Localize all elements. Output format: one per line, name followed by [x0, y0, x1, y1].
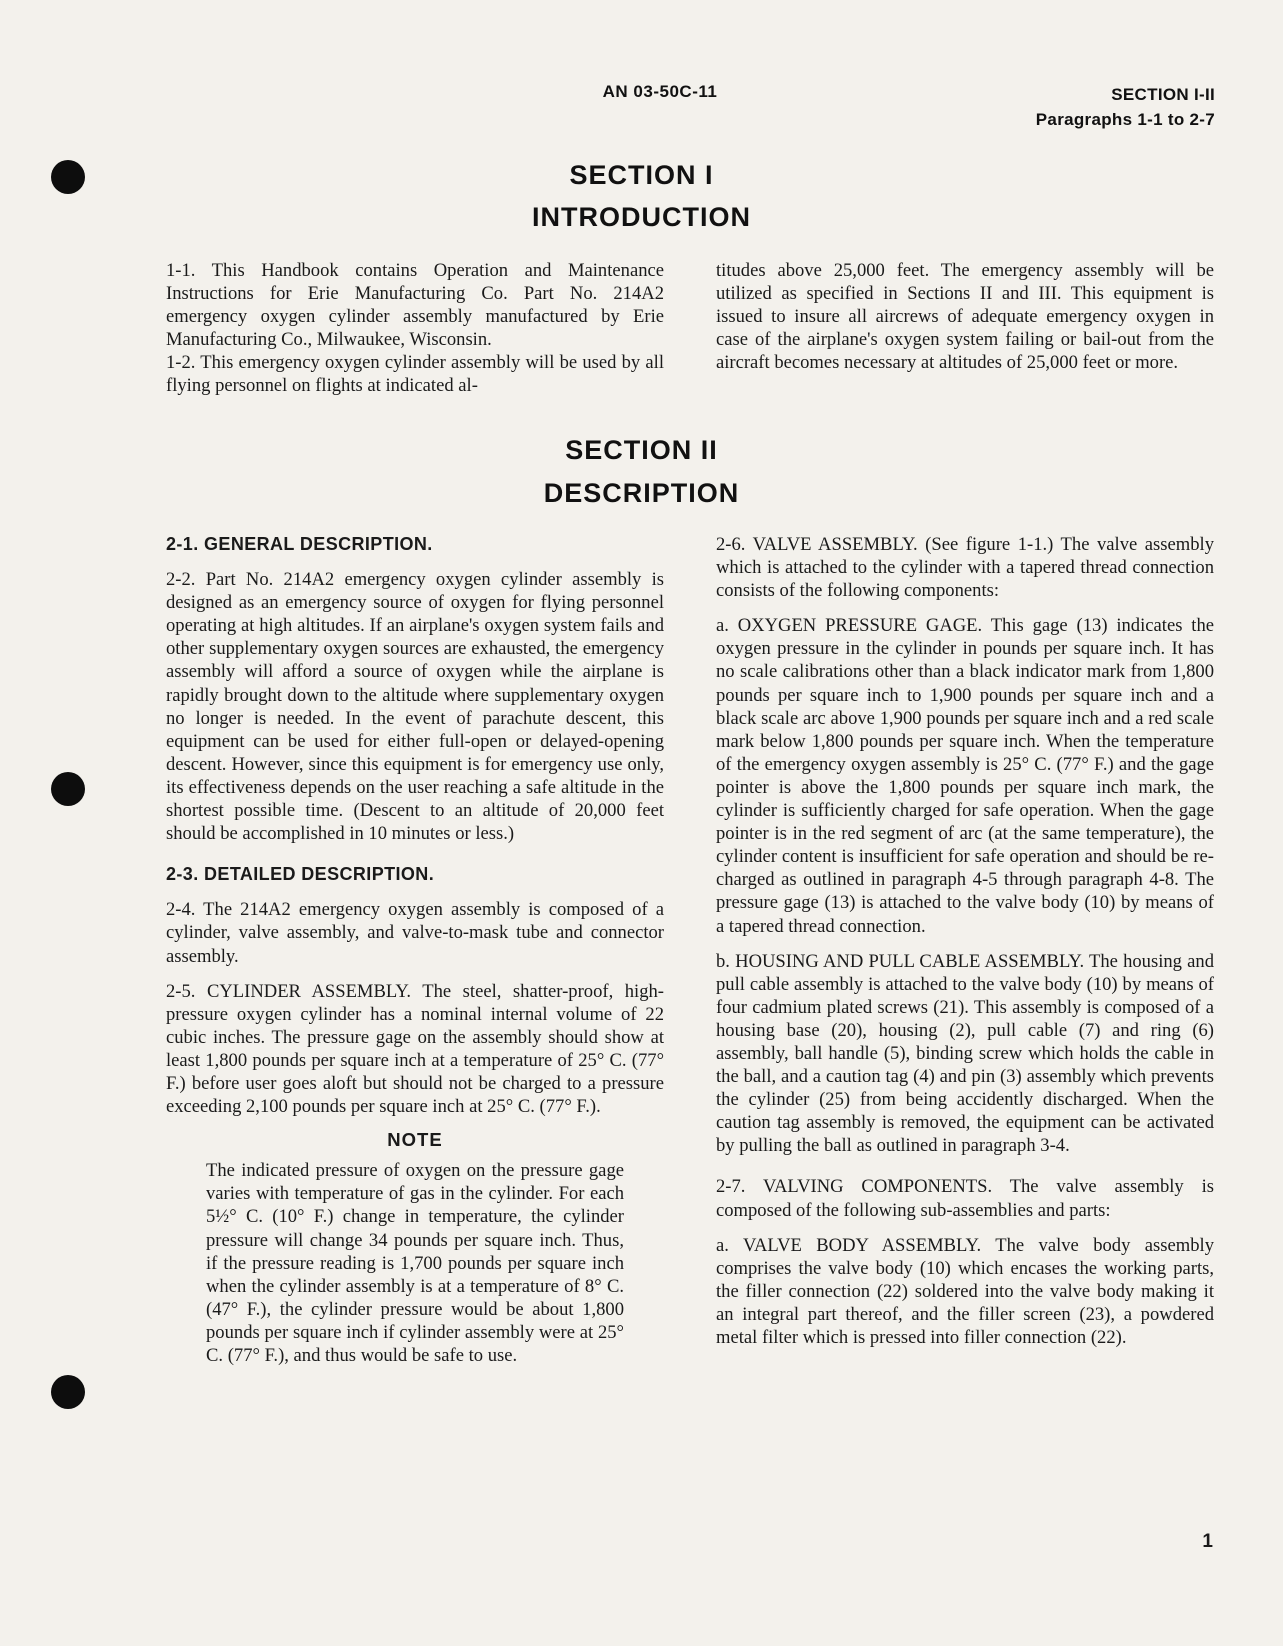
note-heading: NOTE	[387, 1129, 443, 1151]
paragraph-1-1: 1-1. This Handbook contains Operation and Maintenance Instructions for Erie Manufacturing Co. Part No. 214A2 emergency oxygen cylinder assembly manufactured by Erie Manufacturing Co., Milwaukee, Wisconsin.	[166, 260, 664, 351]
paragraph-1-2: 1-2. This emergency oxygen cylinder assembly will be used by all flying personnel on flights at indicated al-	[166, 352, 664, 397]
paragraph-2-6-b: b. HOUSING AND PULL CABLE ASSEMBLY. The housing and pull cable assembly is attached to the valve body (10) by means of four cadmium plated screws (21). This assembly is composed of a housing base (20), housing (2), pull cable (7) and ring (6) assembly, ball handle (5), binding screw which holds the cable in the ball, and a caution tag (4) and pin (3) assembly which prevents the cylinder (25) from being accidently discharged. When the caution tag assembly is removed, the equipment can be activated by pulling the ball as outlined in paragraph 3-4.	[716, 950, 1214, 1157]
section-2-left-column	[166, 533, 664, 1367]
paragraph-2-4: 2-4. The 214A2 emergency oxygen assembly is composed of a cylinder, valve assembly, and valve-to-mask tube and connector assembly.	[166, 899, 664, 967]
paragraph-range: Paragraphs 1-1 to 2-7	[1035, 110, 1215, 129]
document-number: AN 03-50C-11	[602, 82, 718, 101]
page-number: 1	[1202, 1531, 1213, 1552]
paragraph-2-6-a: a. OXYGEN PRESSURE GAGE. This gage (13) indicates the oxygen pressure in the cylinder in pounds per square inch. It has no scale calibrations other than a black indicator mark from 1,800 pounds per square inch to 1,900 pounds per square inch and a black scale arc above 1,900 pounds per square inch and a red scale mark below 1,800 pounds per square inch. When the temperature of the emergency oxygen assembly is 25° C. (77° F.) and the gage pointer is above the 1,800 pounds per square inch mark, the cylinder is sufficiently charged for safe operation. When the gage pointer is in the red segment of arc (at the same temperature), the cylinder content is insufficient for safe operation and should be re-charged as outlined in paragraph 4-5 through paragraph 4-8. The pressure gage (13) is attached to the valve body (10) by means of a tapered thread connection.	[716, 615, 1214, 937]
paragraph-2-7: 2-7. VALVING COMPONENTS. The valve assembly is composed of the following sub-assemblies and parts:	[716, 1176, 1214, 1221]
section-1-title: INTRODUCTION	[532, 202, 751, 232]
paragraph-1-2-continued: titudes above 25,000 feet. The emergency assembly will be utilized as specified in Sections II and III. This equipment is issued to insure all aircrews of adequate emergency oxygen in case of the airplane's oxygen system failing or bail-out from the aircraft becomes necessary at altitudes of 25,000 feet or more.	[716, 260, 1214, 374]
paragraph-2-6: 2-6. VALVE ASSEMBLY. (See figure 1-1.) The valve assembly which is attached to the cylinder with a tapered thread connection consists of the following components:	[716, 534, 1214, 602]
running-header	[1036, 82, 1215, 132]
section-2-number: SECTION II	[565, 435, 718, 465]
binder-hole	[51, 1375, 85, 1409]
note-text: The indicated pressure of oxygen on the pressure gage varies with temperature of gas in the cylinder. For each 5½° C. (10° F.) change in temperature, the cylinder pressure will change 34 pounds per square inch. Thus, if the pressure reading is 1,700 pounds per square inch when the cylinder assembly is at a temperature of 8° C. (47° F.), the cylinder pressure would be about 1,800 pounds per square inch if cylinder assembly were at 25° C. (77° F.), and thus would be safe to use.	[206, 1160, 624, 1366]
section-2-title: DESCRIPTION	[543, 478, 740, 508]
paragraph-2-2: 2-2. Part No. 214A2 emergency oxygen cylinder assembly is designed as an emergency source of oxygen for flying personnel operating at high altitudes. If an airplane's oxygen system fails and other supplementary oxygen sources are exhausted, the emergency assembly will afford a source of oxygen while the airplane is rapidly brought down to the altitude where supplementary oxygen no longer is needed. In the event of parachute descent, this equipment can be used for either full-open or delayed-opening descent. However, since this equipment is for emergency use only, its effectiveness depends on the user reaching a safe altitude in the shortest possible time. (Descent to an altitude of 20,000 feet should be accomplished in 10 minutes or less.)	[166, 569, 664, 845]
heading-detailed-description: 2-3. DETAILED DESCRIPTION.	[166, 864, 435, 885]
paragraph-2-5: 2-5. CYLINDER ASSEMBLY. The steel, shatter-proof, high-pressure oxygen cylinder has a nominal internal volume of 22 cubic inches. The pressure gage on the assembly should show at least 1,800 pounds per square inch at a temperature of 25° C. (77° F.) before user goes aloft but should not be charged to a pressure exceeding 2,100 pounds per square inch at 25° C. (77° F.).	[166, 980, 664, 1118]
section-label: SECTION I-II	[1111, 85, 1215, 104]
section-1-left-column	[166, 259, 664, 398]
binder-hole	[51, 772, 85, 806]
section-1-number: SECTION I	[569, 160, 714, 190]
section-2-right-column	[716, 533, 1214, 1349]
section-1-right-column	[716, 259, 1214, 374]
heading-general-description: 2-1. GENERAL DESCRIPTION.	[166, 534, 433, 554]
paragraph-2-7-a: a. VALVE BODY ASSEMBLY. The valve body assembly comprises the valve body (10) which encases the working parts, the filler connection (22) soldered into the valve body making it an integral part thereof, and the filler screen (23), a powdered metal filter which is pressed into filler connection (22).	[716, 1234, 1214, 1348]
